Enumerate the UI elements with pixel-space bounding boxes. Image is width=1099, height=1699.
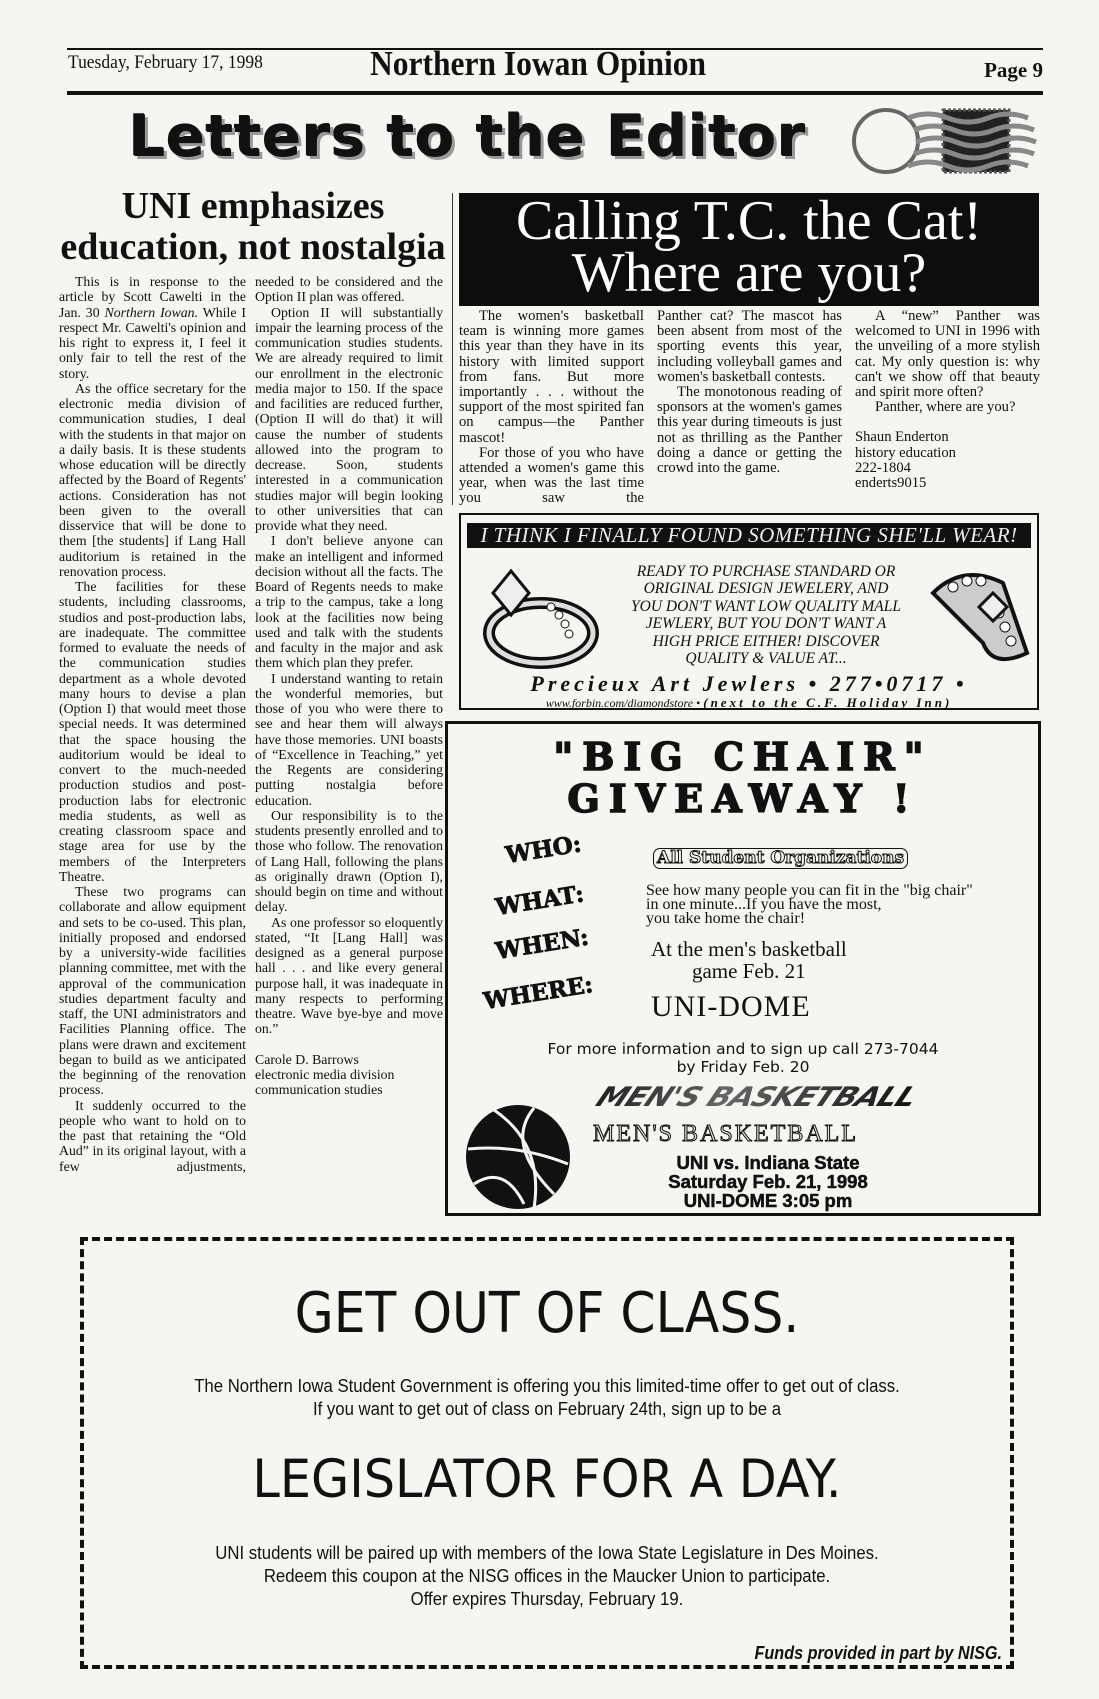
issue-date: Tuesday, February 17, 1998 [68,52,263,73]
letter-column-3 [855,309,1040,491]
big-chair-ad [445,721,1041,1216]
where-label: WHERE: [481,971,595,1015]
ring-icon [481,563,601,669]
ad-title: GIVEAWAY ! [567,776,919,821]
game-details: UNI vs. Indiana State Saturday Feb. 21, 1998 UNI-DOME 3:05 pm [668,1152,868,1211]
letter-paragraph: The facilities for these students, including classrooms, studios and post-production labs, are inadequate. The committee formed to evaluate the needs of the communication studies department as a whole devoted many hours to devise a plan (Option I) that would meet those special needs. It was determined that the space housing the auditorium would be ideal to convert to the much-needed production studios and post-production labs for electronic media students, as well as creating classroom space and stage area for use by the members of the Interpreters Theatre. [59,579,246,884]
who-value: All Student Organizations [653,848,908,869]
letter-column-2 [255,274,443,1097]
masthead-bottom-rule [67,91,1043,95]
basketball-icon [464,1104,572,1210]
letter-paragraph: The women's basketball team is winning more games this year than they have in its history with limited support from fans. But more importantly . . . without the support of the most spirited fan on campus—the Panther mascot! [459,308,644,446]
letter-paragraph: As the office secretary for the electronic media division of communication studies, I deal with the students in that major on a daily basis. It is these students whose education will be directly affected by the Board of Regents' actions. Consideration has not been given to the overall disservice that will be done to them [the students] if Lang Hall auditorium is retained in the renovation process. [59,380,246,579]
ring-icon [923,563,1035,669]
funding-credit: Funds provided in part by NISG. [754,1643,1002,1663]
letter-paragraph: I don't believe anyone can make an intelligent and informed decision without all the facts. The Board of Regents needs to make a trip to the campus, take a long look at the facilities now being used and talk with the students and faculty in the major and ask them which plan they prefer. [255,533,443,671]
what-value: See how many people you can fit in the "big chair" in one minute...If you have the most, you take home the chair! [646,882,973,927]
ad-copy: READY TO PURCHASE STANDARD OR ORIGINAL DESIGN JEWELERY, AND YOU DON'T WANT LOW QUALITY MALL JEWLERY, BUT YOU DON'T WANT A HIGH PRICE EITHER! DISCOVER QUALITY & VALUE AT... [631,563,901,668]
letter-paragraph: This is in response to the article by Scott Cawelti in the Jan. 30 Northern Iowan. While I respect Mr. Cawelti's opinion and his right to express it, I feel it only fair to tell the rest of the story. [59,274,246,381]
letter-headline-line: Calling T.C. the Cat! [515,190,983,252]
letter-paragraph: For those of you who have attended a women's game this year, when was the last time you saw the [459,444,644,507]
business-location: (next to the C.F. Holiday Inn) [703,695,953,710]
coupon-text: The Northern Iowa Student Government is offering you this limited-time offer to get out of class. If you want to get out of class on February 24th, sign up to be a [194,1376,900,1419]
mens-basketball-logo: MEN'S BASKETBALL [590,1081,923,1114]
where-value: UNI-DOME [651,990,811,1023]
letter-headline-line: Where are you? [571,242,927,304]
letter-headline: UNI emphasizes education, not nostalgia [60,185,446,268]
column-divider [452,193,453,505]
letter-paragraph: Panther, where are you? [875,399,1016,416]
letter-column-1 [59,274,246,1174]
section-title: Northern Iowan Opinion [370,44,707,83]
legislator-coupon [80,1237,1014,1669]
letter-signature: Carole D. Barrows electronic media division communication studies [255,1051,395,1097]
letter-paragraph: The monotonous reading of sponsors at the women's games this year during timeouts is just not as thrilling as the Panther doing a dance or getting the crowd into the game. [657,384,842,477]
letter-paragraph: These two programs can collaborate and allow equipment and sets to be co-used. This plan, initially proposed and endorsed by a university-wide facilities planning committee, met with the approval of the communication studies department faculty and staff, the UNI administrators and Facilities Planning office. The plans were drawn and excitement began to build as we anticipated the beginning of the renovation process. [59,884,246,1098]
letter-paragraph: A “new” Panther was welcomed to UNI in 1996 with the unveiling of a more stylish cat. My only question is: why can't we show off that beauty and spirit more often? [855,308,1040,401]
newspaper-name: Northern Iowan. [104,304,199,320]
letter-column-2 [657,309,842,476]
what-label: WHAT: [493,880,586,921]
letter-paragraph: Panther cat? The mascot has been absent from most of the sporting events this year, including volleyball games and women's basketball contests. [657,308,842,385]
mens-basketball-logo-outline: MEN'S BASKETBALL [593,1121,859,1147]
letter-paragraph: Option II will substantially impair the learning process of the communication studies students. We are already required to limit our enrollment in the electronic media major to 150. If the space and facilities are reduced further, (Option II will do that) it will cause the number of students allowed into the program to decrease. Soon, students interested in a communication studies major will begin looking to other universities that can provide what they need. [255,304,443,533]
letter-paragraph: It suddenly occurred to the people who want to hold on to the past that retaining the “Old Aud” in its original layout, with a few adjustments, [59,1097,246,1174]
jewelry-ad [459,513,1039,710]
letter-headline-box [459,190,1039,306]
letters-banner: Letters to the Editor [129,104,807,170]
letter-signature: Shaun Enderton history education 222-1804 enderts9015 [855,429,956,492]
letter-paragraph: As one professor so eloquently stated, “It [Lang Hall] was designed as a general purpose hall . . . and like every general purpose hall, it was inadequate in many respects to performing theatre. Wave bye-bye and move on.” [255,914,443,1037]
coupon-headline: GET OUT OF CLASS. [294,1281,800,1346]
letter-column-1 [459,309,644,507]
postage-stamp-icon [848,106,1038,176]
letter-paragraph: I understand wanting to retain the wonderful memories, but those of you who were there to see and hear them will always have those memories. UNI boasts of “Excellence in Teaching,” yet the Regents are considering putting nostalgia before education. [255,670,443,808]
signup-info: For more information and to sign up call 273-7044 by Friday Feb. 20 [547,1040,939,1076]
business-url: www.forbin.com/diamondstore • (next to the C.F. Holiday Inn) [545,695,953,710]
page-number: Page 9 [984,58,1043,82]
business-name-phone: Precieux Art Jewlers • 277•0717 • [530,671,968,696]
ad-banner: I THINK I FINALLY FOUND SOMETHING SHE'LL WEAR! [467,523,1031,548]
ad-title: "BIG CHAIR" [553,734,933,779]
when-label: WHEN: [493,923,591,965]
coupon-text: UNI students will be paired up with members of the Iowa State Legislature in Des Moines. Redeem this coupon at the NISG offices in the Maucker Union to participate. Offer expires Thursday, February 19. [215,1543,879,1609]
letter-paragraph: Our responsibility is to the students presently enrolled and to those who follow. The renovation of Lang Hall, following the plans as originally drawn (Option I), should begin on time and without delay. [255,807,443,915]
when-value: At the men's basketball game Feb. 21 [651,937,847,983]
letter-paragraph: needed to be considered and the Option II plan was offered. [255,274,443,305]
coupon-headline: LEGISLATOR FOR A DAY. [252,1449,842,1510]
who-label: WHO: [503,830,584,869]
